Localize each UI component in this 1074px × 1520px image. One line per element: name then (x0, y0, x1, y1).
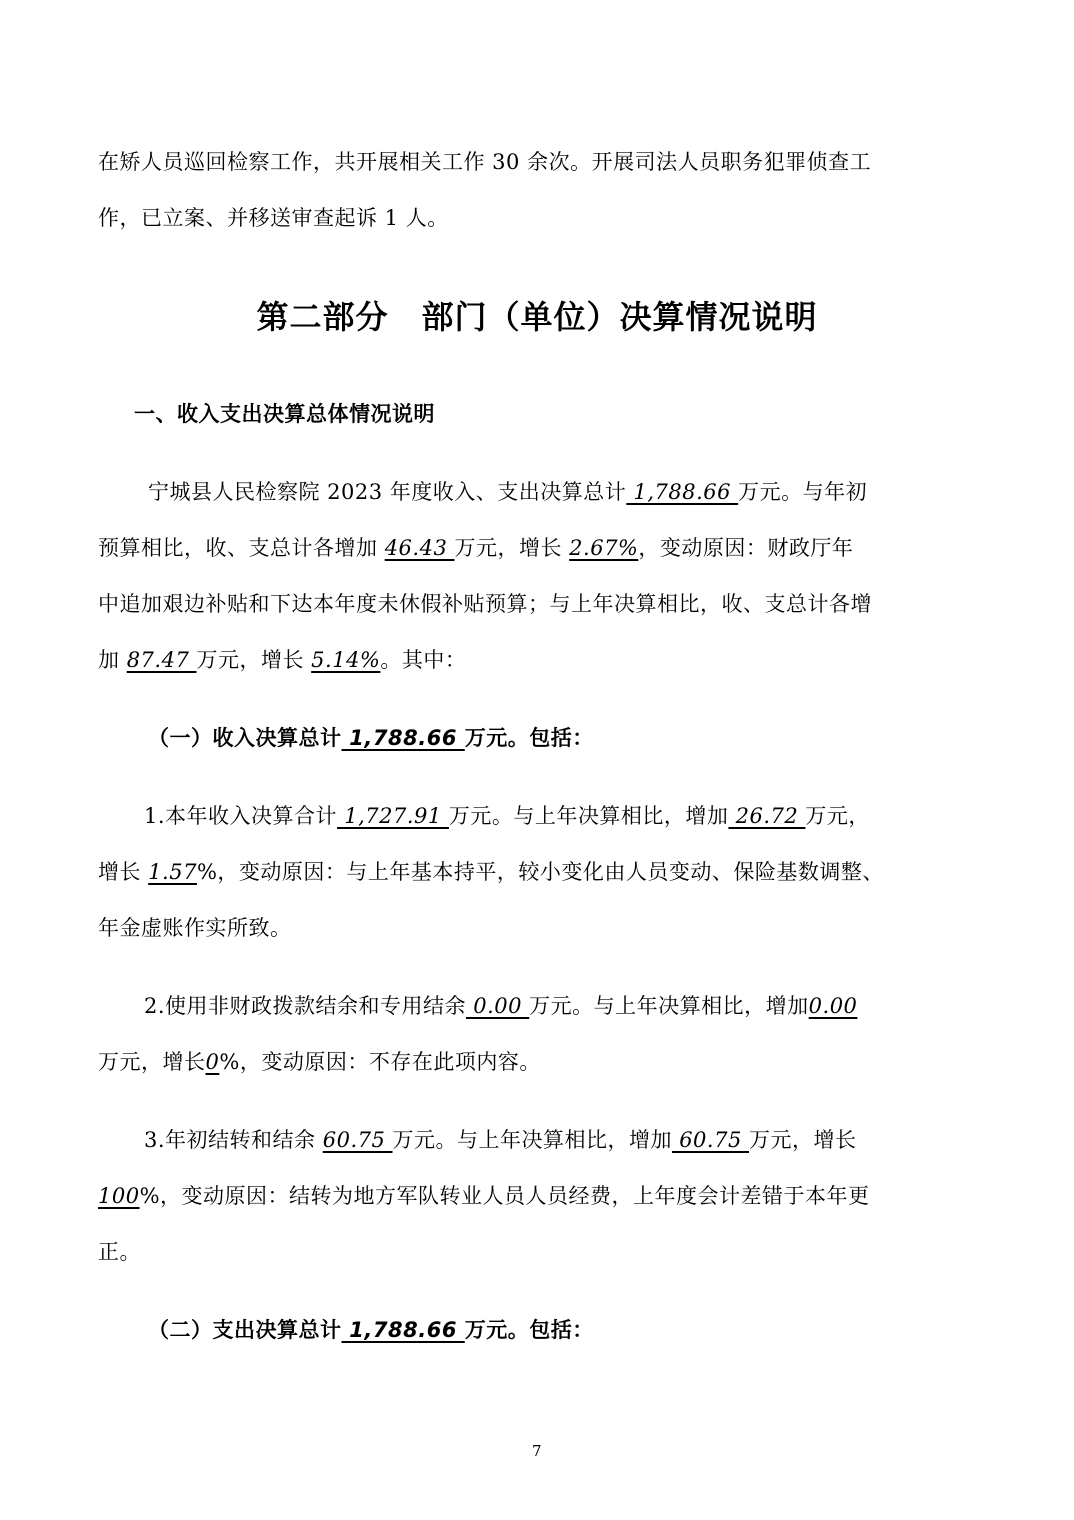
value-increase-prev: 87.47 (126, 648, 197, 672)
value-income-total: 1,788.66 (341, 726, 465, 750)
value: 26.72 (728, 804, 806, 828)
value-growth: 2.67% (569, 536, 639, 560)
value: 0.00 (466, 994, 530, 1018)
item2-line-2 (98, 1046, 541, 1076)
text: （一）收入决算总计 (148, 726, 342, 750)
text: %，变动原因：不存在此项内容。 (219, 1050, 541, 1074)
text: 加 (98, 648, 127, 672)
item1-line-2 (98, 856, 884, 886)
text: ，变动原因：财政厅年 (638, 536, 854, 560)
value-growth-prev: 5.14% (311, 648, 381, 672)
value: 60.75 (672, 1128, 749, 1152)
text: 预算相比，收、支总计各增加 (98, 536, 385, 560)
text: 万元，增长 (196, 648, 312, 672)
text: 1.本年收入决算合计 (144, 804, 338, 828)
summary-line-3: 中追加艰边补贴和下达本年度未休假补贴预算；与上年决算相比，收、支总计各增 (98, 592, 872, 616)
text: 万元。与上年决算相比，增加 (529, 994, 809, 1018)
summary-line-4 (98, 644, 466, 674)
text: 。其中： (380, 648, 467, 672)
item2-line-1 (144, 990, 857, 1020)
text: 万元，增长 (98, 1050, 206, 1074)
text: 万元。与年初 (738, 480, 868, 504)
value: 1,727.91 (337, 804, 449, 828)
expense-subheading (148, 1314, 594, 1344)
summary-line-1 (148, 476, 867, 506)
item1-line-1 (144, 800, 870, 830)
value: 60.75 (322, 1128, 393, 1152)
part-title: 第二部分 部门（单位）决算情况说明 (256, 298, 818, 336)
item1-line-3: 年金虚账作实所致。 (98, 916, 292, 940)
value-total: 1,788.66 (626, 480, 739, 504)
text: 万元。与上年决算相比，增加 (392, 1128, 673, 1152)
text: %，变动原因：与上年基本持平，较小变化由人员变动、保险基数调整、 (196, 860, 884, 884)
text: 万元。与上年决算相比，增加 (448, 804, 729, 828)
item3-line-3: 正。 (98, 1240, 141, 1264)
value-expense-total: 1,788.66 (341, 1318, 465, 1342)
item3-line-1 (144, 1124, 857, 1154)
text: 万元，增长 (454, 536, 570, 560)
text: 增长 (98, 860, 149, 884)
text: 万元。包括： (464, 726, 594, 750)
text: 宁城县人民检察院 2023 年度收入、支出决算总计 (148, 480, 627, 504)
income-subheading (148, 722, 594, 752)
value: 1.57 (148, 860, 197, 884)
text: 万元，增长 (749, 1128, 857, 1152)
section-heading: 一、收入支出决算总体情况说明 (134, 402, 435, 426)
text: 2.使用非财政拨款结余和专用结余 (144, 994, 467, 1018)
item3-line-2 (98, 1180, 870, 1210)
intro-line-1: 在矫人员巡回检察工作，共开展相关工作 30 余次。开展司法人员职务犯罪侦查工 (98, 150, 872, 174)
text: 3.年初结转和结余 (144, 1128, 323, 1152)
intro-line-2: 作，已立案、并移送审查起诉 1 人。 (98, 206, 449, 230)
summary-line-2 (98, 532, 853, 562)
page-number: 7 (531, 1442, 543, 1460)
value: 0 (205, 1050, 220, 1074)
text: %，变动原因：结转为地方军队转业人员人员经费，上年度会计差错于本年更 (139, 1184, 870, 1208)
text: 万元。包括： (464, 1318, 594, 1342)
text: （二）支出决算总计 (148, 1318, 342, 1342)
value-increase: 46.43 (384, 536, 455, 560)
text: 万元， (805, 804, 870, 828)
value: 0.00 (808, 994, 858, 1018)
value: 100 (98, 1184, 140, 1208)
